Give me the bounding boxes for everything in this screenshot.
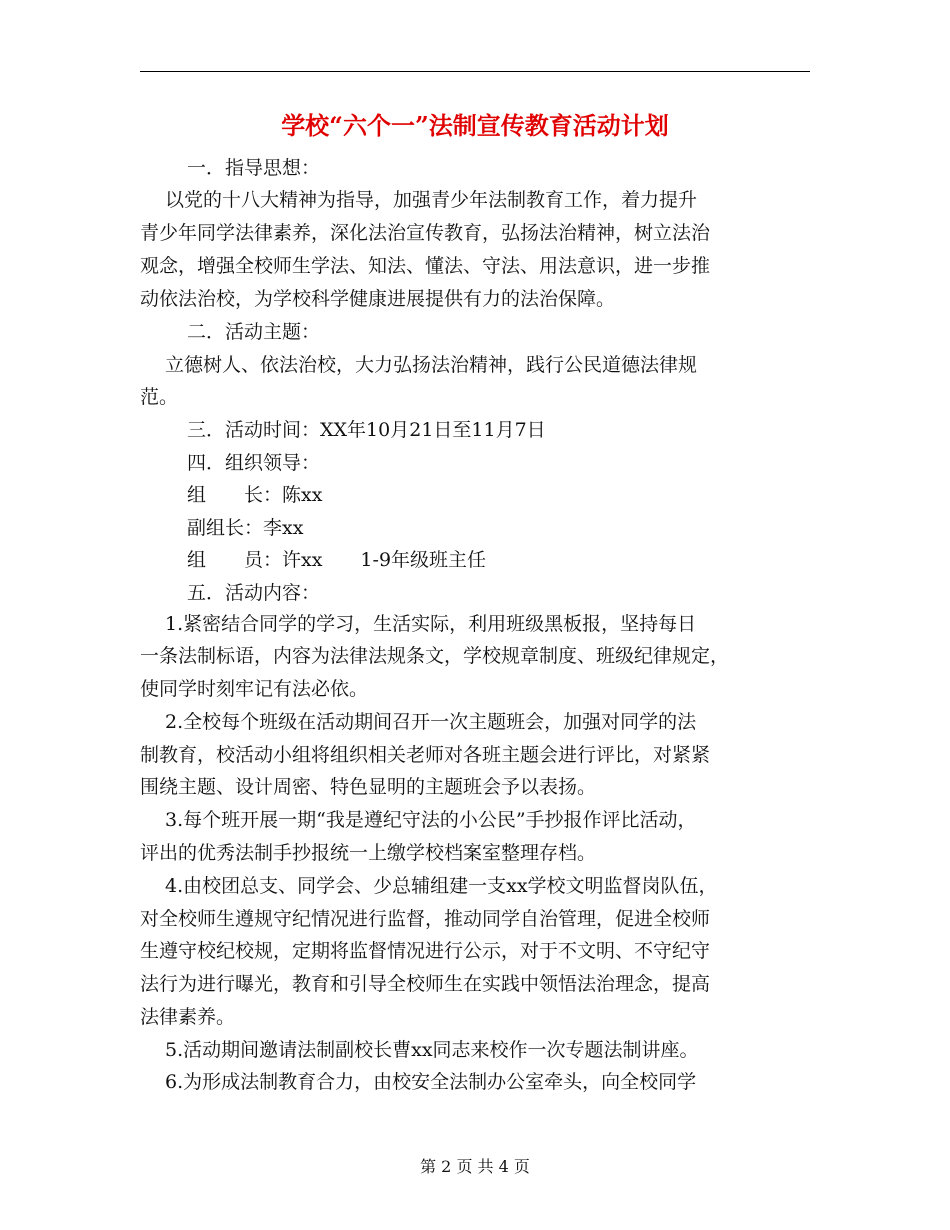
body-line: 观念，增强全校师生学法、知法、懂法、守法、用法意识，进一步推 — [140, 255, 711, 277]
body-line: 6.为形成法制教育合力，由校安全法制办公室牵头，向全校同学 — [165, 1071, 697, 1093]
body-line: 4.由校团总支、同学会、少总辅组建一支xx学校文明监督岗队伍， — [165, 875, 718, 897]
document-title: 学校“六个一”法制宣传教育活动计划 — [281, 111, 669, 140]
body-line: 1.紧密结合同学的学习，生活实际，利用班级黑板报，坚持每日 — [165, 613, 697, 635]
body-line: 一条法制标语，内容为法律法规条文，学校规章制度、班级纪律规定， — [140, 645, 730, 667]
header-rule — [140, 71, 810, 72]
page-number: 第 2 页 共 4 页 — [420, 1157, 530, 1176]
body-line: 四．组织领导： — [187, 452, 321, 474]
body-line: 范。 — [140, 386, 179, 408]
body-line: 制教育，校活动小组将组织相关老师对各班主题会进行评比，对紧紧 — [140, 744, 711, 766]
body-line: 青少年同学法律素养，深化法治宣传教育，弘扬法治精神，树立法治 — [140, 222, 711, 244]
body-line: 3.每个班开展一期“我是遵纪守法的小公民”手抄报作评比活动， — [165, 809, 697, 831]
body-line: 对全校师生遵规守纪情况进行监督，推动同学自治管理，促进全校师 — [140, 908, 711, 930]
body-line: 组 员：许xx 1-9年级班主任 — [187, 549, 487, 571]
body-line: 三．活动时间：XX年10月21日至11月7日 — [187, 419, 546, 441]
body-line: 评出的优秀法制手抄报统一上缴学校档案室整理存档。 — [140, 842, 597, 864]
body-line: 生遵守校纪校规，定期将监督情况进行公示，对于不文明、不守纪守 — [140, 940, 711, 962]
body-line: 围绕主题、设计周密、特色显明的主题班会予以表扬。 — [140, 776, 597, 798]
body-line: 法律素养。 — [140, 1006, 236, 1028]
body-line: 2.全校每个班级在活动期间召开一次主题班会，加强对同学的法 — [165, 711, 697, 733]
body-line: 以党的十八大精神为指导，加强青少年法制教育工作，着力提升 — [165, 189, 698, 211]
body-line: 五．活动内容： — [187, 582, 321, 604]
body-line: 立德树人、依法治校，大力弘扬法治精神，践行公民道德法律规 — [165, 354, 698, 376]
body-line: 法行为进行曝光，教育和引导全校师生在实践中领悟法治理念，提高 — [140, 973, 711, 995]
body-line: 组 长：陈xx — [187, 484, 323, 506]
body-line: 5.活动期间邀请法制副校长曹xx同志来校作一次专题法制讲座。 — [165, 1039, 699, 1061]
body-line: 副组长：李xx — [187, 517, 304, 539]
body-line: 一．指导思想： — [187, 157, 321, 179]
body-line: 二．活动主题： — [187, 321, 321, 343]
body-line: 动依法治校，为学校科学健康进展提供有力的法治保障。 — [140, 288, 616, 310]
body-line: 使同学时刻牢记有法必依。 — [140, 678, 369, 700]
